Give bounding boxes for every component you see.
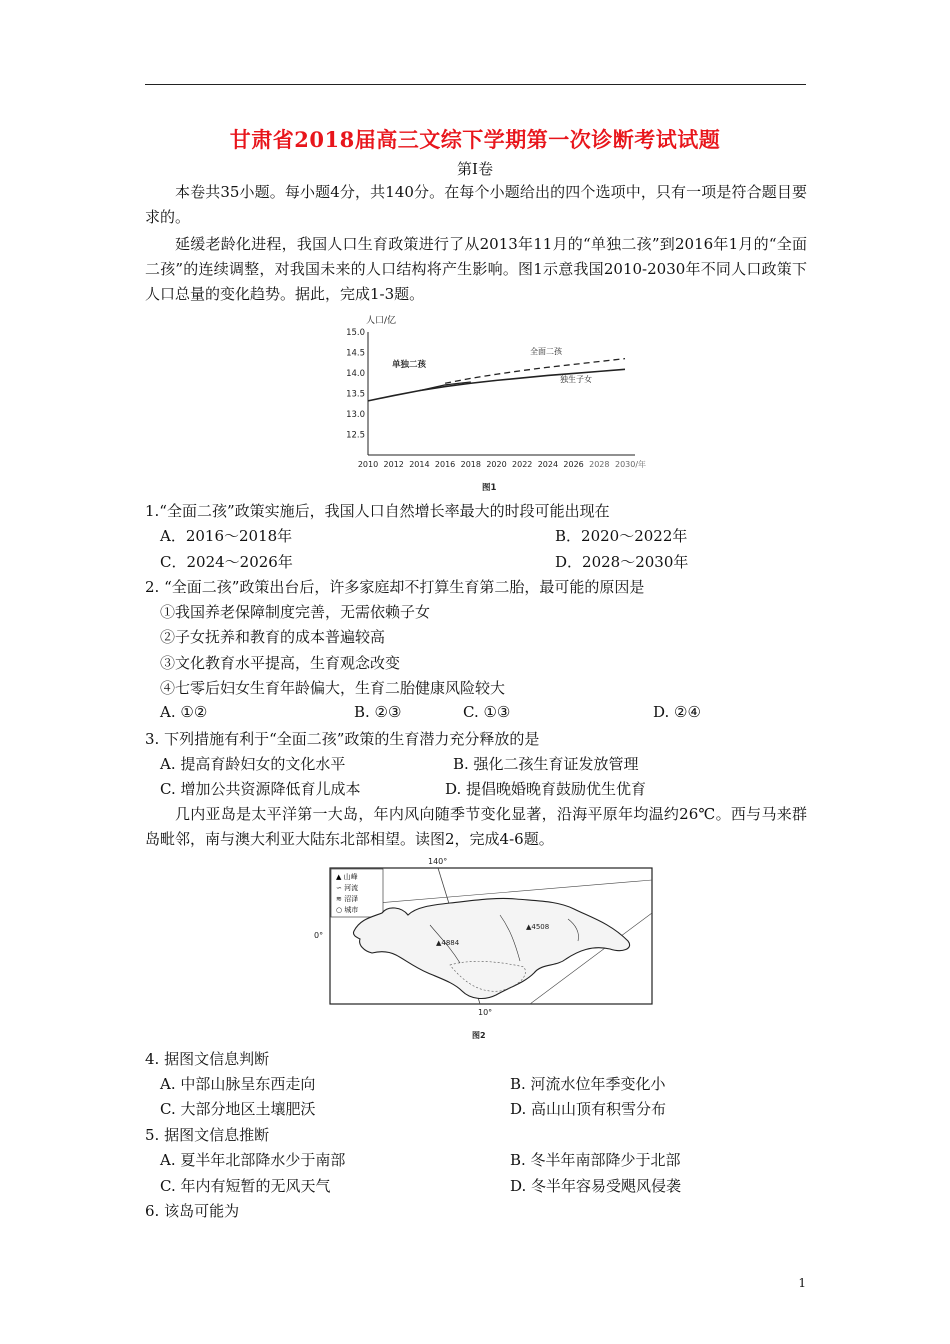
chart-ylabel: 人口/亿 bbox=[366, 316, 397, 326]
q2-item-1: ①我国养老保障制度完善，无需依赖子女 bbox=[160, 603, 431, 621]
legend-peak: ▲ 山峰 bbox=[336, 873, 358, 881]
legend-river: ∽ 河流 bbox=[336, 884, 359, 892]
map-legend bbox=[331, 869, 383, 917]
x-tick-label: 2012 bbox=[383, 460, 404, 469]
x-tick-label: 2028 bbox=[589, 460, 610, 469]
map-lat0-label: 0° bbox=[314, 931, 324, 940]
q5-option-b[interactable]: B. 冬半年南部降少于北部 bbox=[510, 1151, 681, 1169]
map-lon-label: 140° bbox=[428, 857, 448, 866]
y-tick-label: 13.0 bbox=[346, 410, 365, 420]
volume-label: 第Ⅰ卷 bbox=[457, 160, 493, 178]
peak-4508: ▲4508 bbox=[526, 923, 550, 931]
series-label-quanmian: 全面二孩 bbox=[530, 347, 562, 356]
chart-caption: 图1 bbox=[482, 483, 497, 493]
x-tick-label: 2014 bbox=[409, 460, 430, 469]
q2-item-4: ④七零后妇女生育年龄偏大，生育二胎健康风险较大 bbox=[160, 679, 506, 697]
q2-item-2: ②子女抚养和教育的成本普遍较高 bbox=[160, 628, 386, 646]
q3-option-b[interactable]: B. 强化二孩生育证发放管理 bbox=[453, 755, 639, 773]
q5-option-c[interactable]: C. 年内有短暂的无风天气 bbox=[160, 1177, 331, 1195]
x-tick-label: 2018 bbox=[460, 460, 481, 469]
passage-2: 几内亚岛是太平洋第一大岛，年内风向随季节变化显著，沿海平原年均温约26℃。西与马来群岛毗邻，南与澳大利亚大陆东北部相望。读图2，完成4-6题。 bbox=[145, 805, 807, 848]
q4-option-d[interactable]: D. 高山山顶有积雪分布 bbox=[510, 1100, 667, 1118]
q2-option-a[interactable]: A. ①② bbox=[160, 703, 208, 721]
header-rule bbox=[145, 84, 806, 85]
q3-option-a[interactable]: A. 提高育龄妇女的文化水平 bbox=[160, 755, 346, 773]
q3-option-d[interactable]: D. 提倡晚婚晚育鼓励优生优育 bbox=[445, 780, 647, 798]
q1-option-c[interactable]: C．2024～2026年 bbox=[160, 553, 293, 571]
q2-stem: 2. “全面二孩”政策出台后，许多家庭却不打算生育第二胎，最可能的原因是 bbox=[145, 578, 645, 596]
page-title: 甘肃省2018届高三文综下学期第一次诊断考试试题 bbox=[229, 127, 721, 152]
x-tick-label: 2022 bbox=[512, 460, 533, 469]
page-number: 1 bbox=[798, 1276, 806, 1290]
y-tick-label: 14.0 bbox=[346, 369, 365, 379]
q5-option-d[interactable]: D. 冬半年容易受飓风侵袭 bbox=[510, 1177, 682, 1195]
q2-option-c[interactable]: C. ①③ bbox=[463, 703, 511, 721]
q2-option-d[interactable]: D. ②④ bbox=[653, 703, 701, 721]
q4-option-c[interactable]: C. 大部分地区土壤肥沃 bbox=[160, 1100, 316, 1118]
population-chart bbox=[340, 312, 660, 497]
new-guinea-map bbox=[310, 855, 660, 1045]
q3-option-c[interactable]: C. 增加公共资源降低育儿成本 bbox=[160, 780, 361, 798]
legend-city: ○ 城市 bbox=[336, 906, 359, 914]
q4-option-a[interactable]: A. 中部山脉呈东西走向 bbox=[160, 1075, 316, 1093]
q1-option-b[interactable]: B．2020～2022年 bbox=[555, 527, 688, 545]
q4-stem: 4. 据图文信息判断 bbox=[145, 1050, 270, 1068]
peak-4884: ▲4884 bbox=[436, 939, 460, 947]
map-lat10-label: 10° bbox=[478, 1008, 493, 1017]
x-tick-label: 2016 bbox=[434, 460, 456, 469]
y-tick-label: 13.5 bbox=[346, 389, 365, 400]
map-caption: 图2 bbox=[472, 1031, 486, 1040]
q6-stem: 6. 该岛可能为 bbox=[145, 1202, 240, 1220]
y-tick-label: 12.5 bbox=[346, 430, 365, 441]
x-tick-label: 2030/年 bbox=[615, 460, 647, 469]
legend-swamp: ≋ 沼泽 bbox=[336, 895, 359, 903]
q2-option-b[interactable]: B. ②③ bbox=[354, 703, 402, 721]
x-tick-label: 2020 bbox=[486, 460, 507, 469]
x-tick-label: 2010 bbox=[357, 460, 379, 469]
q1-stem: 1.“全面二孩”政策实施后，我国人口自然增长率最大的时段可能出现在 bbox=[145, 502, 610, 520]
series-label-dandu: 单独二孩 bbox=[392, 360, 427, 370]
q2-item-3: ③文化教育水平提高，生育观念改变 bbox=[160, 654, 401, 672]
q5-stem: 5. 据图文信息推断 bbox=[145, 1126, 270, 1144]
q3-stem: 3. 下列措施有利于“全面二孩”政策的生育潜力充分释放的是 bbox=[145, 730, 540, 748]
series-label-dusheng: 独生子女 bbox=[560, 375, 592, 384]
passage-1: 延缓老龄化进程，我国人口生育政策进行了从2013年11月的“单独二孩”到2016年1月的“全面二孩”的连续调整，对我国未来的人口结构将产生影响。图1示意我国2010-2030年不同人口政策下人口总量的变化趋势。据此，完成1-3题。 bbox=[145, 235, 807, 303]
x-tick-label: 2024 bbox=[537, 460, 559, 469]
y-tick-label: 14.5 bbox=[346, 348, 365, 359]
q1-option-d[interactable]: D．2028～2030年 bbox=[555, 553, 689, 571]
x-tick-label: 2026 bbox=[563, 460, 584, 469]
y-tick-label: 15.0 bbox=[346, 328, 365, 338]
intro-paragraph: 本卷共35小题。每小题4分，共140分。在每个小题给出的四个选项中，只有一项是符合题目要求的。 bbox=[145, 183, 807, 226]
q5-option-a[interactable]: A. 夏半年北部降水少于南部 bbox=[160, 1151, 346, 1169]
q4-option-b[interactable]: B. 河流水位年季变化小 bbox=[510, 1075, 666, 1093]
q1-option-a[interactable]: A．2016～2018年 bbox=[160, 527, 293, 545]
